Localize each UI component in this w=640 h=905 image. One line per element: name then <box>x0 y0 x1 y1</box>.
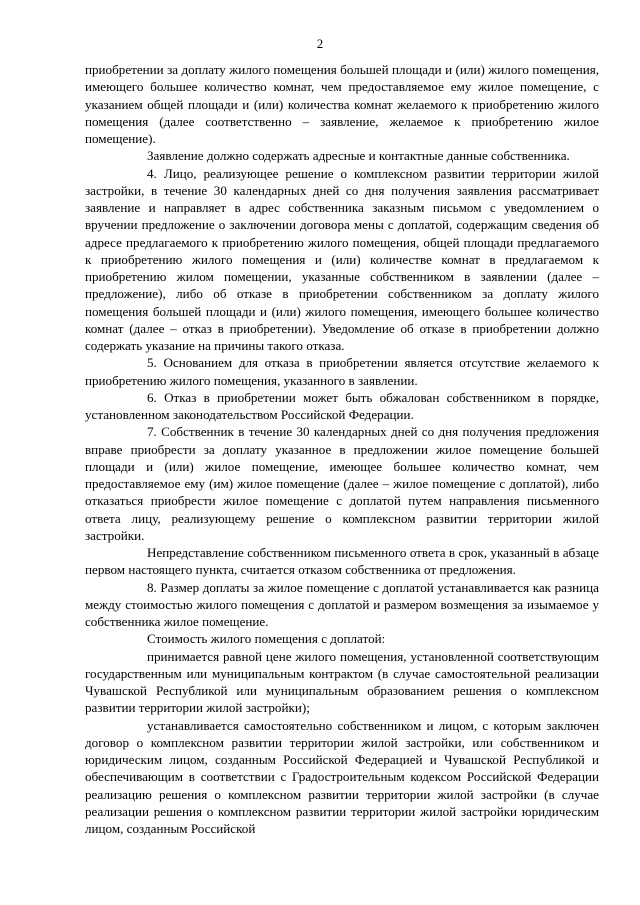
paragraph-6: 7. Собственник в течение 30 календарных дней со дня получения предложения вправе приобрести за доплату указанное в предложении жилое помещение большей площади и (или) жилое помещение, имеющее большее количество комнат, чем предоставляемое ему (им) жилое помещение (далее – жилое помещение с доплатой), либо отказаться приобрести жилое помещение с доплатой путем направления письменного ответа лицу, реализующему решение о комплексном развитии территории жилой застройки. <box>85 424 599 543</box>
paragraph-11: устанавливается самостоятельно собственником и лицом, с которым заключен договор о комплексном развитии территории жилой застройки, или собственником и юридическим лицом, созданным Российской Федерацией и Чувашской Республикой и обеспечивающим в соответствии с Градостроительным кодексом Российской Федерации реализацию решения о комплексном развитии территории жилой застройки (в случае реализации решения о комплексном развитии территории жилой застройки юридическим лицом, созданным Российской <box>85 717 599 836</box>
paragraph-4: 5. Основанием для отказа в приобретении является отсутствие желаемого к приобретению жилого помещения, указанного в заявлении. <box>85 355 599 388</box>
paragraph-5: 6. Отказ в приобретении может быть обжалован собственником в порядке, установленном законодательством Российской Федерации. <box>85 389 599 422</box>
paragraph-8: 8. Размер доплаты за жилое помещение с доплатой устанавливается как разница между стоимостью жилого помещения с доплатой и размером возмещения за изымаемое у собственника жилое помещение. <box>85 579 599 629</box>
page-number: 2 <box>316 36 324 51</box>
document-body <box>85 61 599 837</box>
paragraph-10: принимается равной цене жилого помещения, установленной соответствующим государственным или муниципальным контрактом (в случае самостоятельной реализации Чувашской Республикой или муниципальным образованием решения о комплексном развитии территории жилой застройки); <box>85 648 599 716</box>
paragraph-9: Стоимость жилого помещения с доплатой: <box>147 631 386 647</box>
paragraph-1: приобретении за доплату жилого помещения большей площади и (или) жилого помещения, имеющего большее количество комнат, чем предоставляемое ему жилое помещение, с указанием общей площади и (или) количества комнат желаемого к приобретению жилого помещения (далее соответственно – заявление, желаемое к приобретению жилое помещение). <box>85 62 599 146</box>
paragraph-7: Непредставление собственником письменного ответа в срок, указанный в абзаце первом настоящего пункта, считается отказом собственника от предложения. <box>85 545 599 578</box>
paragraph-3: 4. Лицо, реализующее решение о комплексном развитии территории жилой застройки, в течение 30 календарных дней со дня получения заявления рассматривает заявление и направляет в адрес собственника заказным письмом с уведомлением о вручении предложение о заключении договора мены с доплатой, содержащим сведения об адресе предлагаемого к приобретению жилого помещения, общей площади предлагаемого к приобретению жилого помещения и (или) количестве комнат в предлагаемом к приобретению жилом помещении, указанные собственником в заявлении (далее – предложение), либо об отказе в приобретении собственником за доплату жилого помещения большей площади и (или) жилого помещения, имеющего большее количество комнат (далее – отказ в приобретении). Уведомление об отказе в приобретении должно содержать указание на причины такого отказа. <box>85 165 599 353</box>
paragraph-2: Заявление должно содержать адресные и контактные данные собственника. <box>147 148 570 164</box>
